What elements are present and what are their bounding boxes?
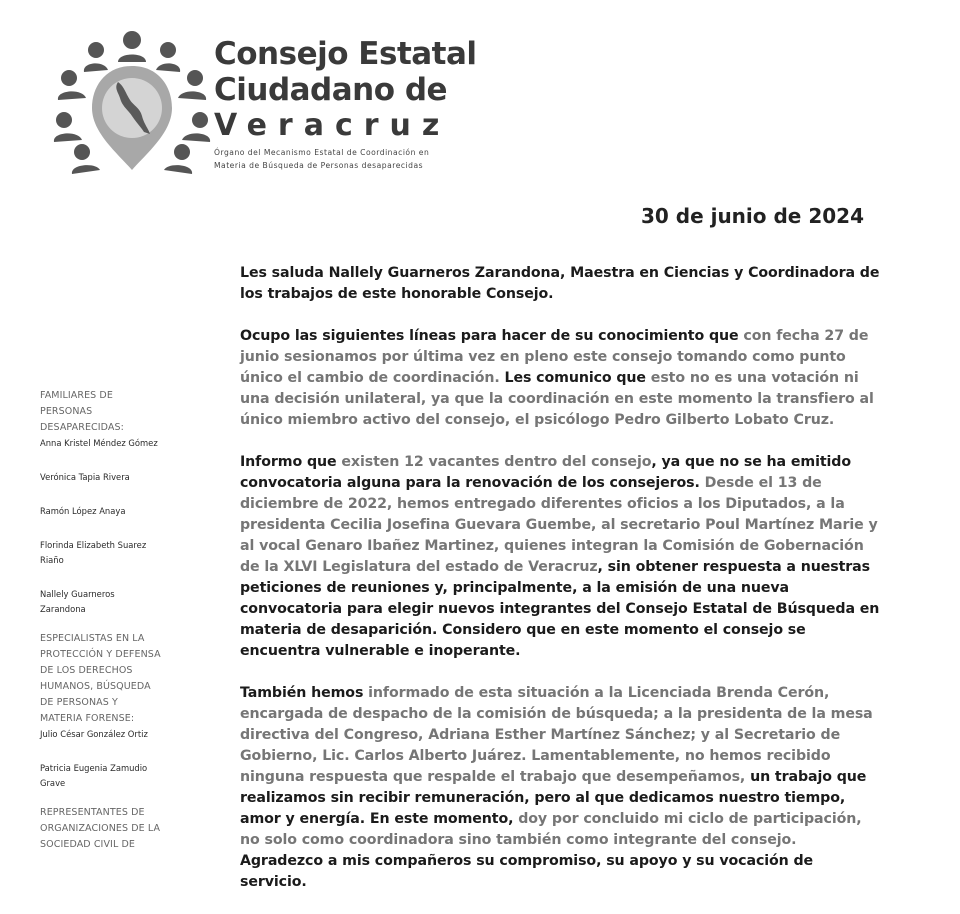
text-run: Ocupo las siguientes líneas para hacer de su conocimiento que — [240, 328, 744, 344]
group1-heading-line: DESAPARECIDAS: — [40, 422, 124, 433]
member-name — [40, 587, 178, 617]
logo-subtitle-2: Materia de Búsqueda de Personas desaparecidas — [214, 161, 424, 170]
logo-line-2: Ciudadano de — [214, 72, 448, 108]
group3-heading-line: ORGANIZACIONES DE LA — [40, 823, 161, 834]
paragraph-vacancies — [240, 452, 880, 662]
group3-heading-line: SOCIEDAD CIVIL DE — [40, 839, 135, 850]
council-members-sidebar — [40, 388, 178, 853]
member-name — [40, 761, 178, 791]
member-name: Julio César González Ortiz — [40, 729, 148, 739]
group1-heading — [40, 388, 178, 436]
highlighted-text-run: esto no es una votación ni una decisión unilateral, ya que la coordinación en este momento la transfiero al único miembro activo del consejo, el psicólogo Pedro Gilberto Lobato Cruz. — [240, 370, 874, 428]
logo-line-1: Consejo Estatal — [214, 36, 477, 72]
group2-heading-line: MATERIA FORENSE: — [40, 713, 135, 724]
group2-heading-line: ESPECIALISTAS EN LA — [40, 633, 145, 644]
member-name-line: Riaño — [40, 555, 64, 565]
logo-wordmark — [214, 36, 484, 170]
highlighted-text-run: informado de esta situación a la Licenciada Brenda Cerón, encargada de despacho de la comisión de búsqueda; a la presidenta de la mesa directiva del Congreso, Adriana Esther Martínez Sánchez; y al Secretario de Gobierno, Lic. Carlos Alberto Juárez. Lamentablemente, no hemos recibido ninguna respuesta que respalde el trabajo que desempeñamos, — [240, 685, 873, 785]
paragraph-notifications — [240, 683, 880, 893]
text-run: Les saluda Nallely Guarneros Zarandona, Maestra en Ciencias y Coordinadora de los trabajos de este honorable Consejo. — [240, 265, 880, 302]
group3-heading-line: REPRESENTANTES DE — [40, 807, 145, 818]
paragraph-greeting — [240, 263, 880, 305]
logo-line-3: Veracruz — [214, 108, 451, 143]
highlighted-text-run: doy por concluido mi ciclo de participación, no solo como coordinadora sino también como integrante del consejo. — [240, 811, 862, 848]
text-run: También hemos — [240, 685, 369, 701]
logo — [52, 28, 482, 178]
member-name — [40, 538, 178, 568]
group2-heading-line: DE LOS DERECHOS — [40, 665, 133, 676]
council-emblem-icon — [52, 28, 212, 178]
text-run: Agradezco a mis compañeros su compromiso, su apoyo y su vocación de servicio. — [240, 853, 814, 890]
member-name: Ramón López Anaya — [40, 506, 126, 516]
text-run: Informo que — [240, 454, 342, 470]
text-run: , sin obtener respuesta a nuestras peticiones de reuniones y, principalmente, a la emisión de una nueva convocatoria para elegir nuevos integrantes del Consejo Estatal de Búsqueda en materia de desaparición. Considero que en este momento el consejo se encuentra vulnerable e inoperante. — [240, 559, 880, 659]
paragraph-coordination-change — [240, 326, 880, 431]
highlighted-text-run: existen 12 vacantes dentro del consejo — [341, 454, 652, 470]
group1-heading-line: FAMILIARES DE — [40, 390, 113, 401]
highlighted-text-run: Desde el 13 de diciembre de 2022, hemos entregado diferentes oficios a los Diputados, a la presidenta Cecilia Josefina Guevara Guembe, al secretario Poul Martínez Marie y al vocal Genaro Ibañez Martinez, quienes integran la Comisión de Gobernación de la XLVI Legislatura del estado de Veracruz — [240, 475, 878, 575]
group2-heading-line: DE PERSONAS Y — [40, 697, 118, 708]
text-run: un trabajo que realizamos sin recibir remuneración, pero al que dedicamos nuestro tiempo, amor y energía. En este momento, — [240, 769, 867, 827]
letter-date: 30 de junio de 2024 — [640, 204, 864, 228]
text-run: Les comunico que — [499, 370, 651, 386]
group1-heading-line: PERSONAS — [40, 406, 93, 417]
member-name: Anna Kristel Méndez Gómez — [40, 438, 158, 448]
member-name-line: Grave — [40, 778, 66, 788]
member-name-line: Zarandona — [40, 604, 86, 614]
member-name-line: Florinda Elizabeth Suarez — [40, 540, 147, 550]
logo-subtitle-1: Órgano del Mecanismo Estatal de Coordinación en — [214, 148, 430, 157]
highlighted-text-run: con fecha 27 de junio sesionamos por última vez en pleno este consejo tomando como punto único el cambio de coordinación. — [240, 328, 869, 386]
member-name-line: Patricia Eugenia Zamudio — [40, 763, 148, 773]
group3-heading — [40, 805, 178, 853]
member-name: Verónica Tapia Rivera — [40, 472, 130, 482]
letter-body — [240, 263, 880, 914]
group2-heading-line: HUMANOS, BÚSQUEDA — [40, 681, 151, 692]
group2-heading — [40, 631, 178, 727]
text-run: , ya que no se ha emitido convocatoria alguna para la renovación de los consejeros. — [240, 454, 851, 491]
group2-heading-line: PROTECCIÓN Y DEFENSA — [40, 649, 161, 660]
member-name-line: Nallely Guarneros — [40, 589, 115, 599]
